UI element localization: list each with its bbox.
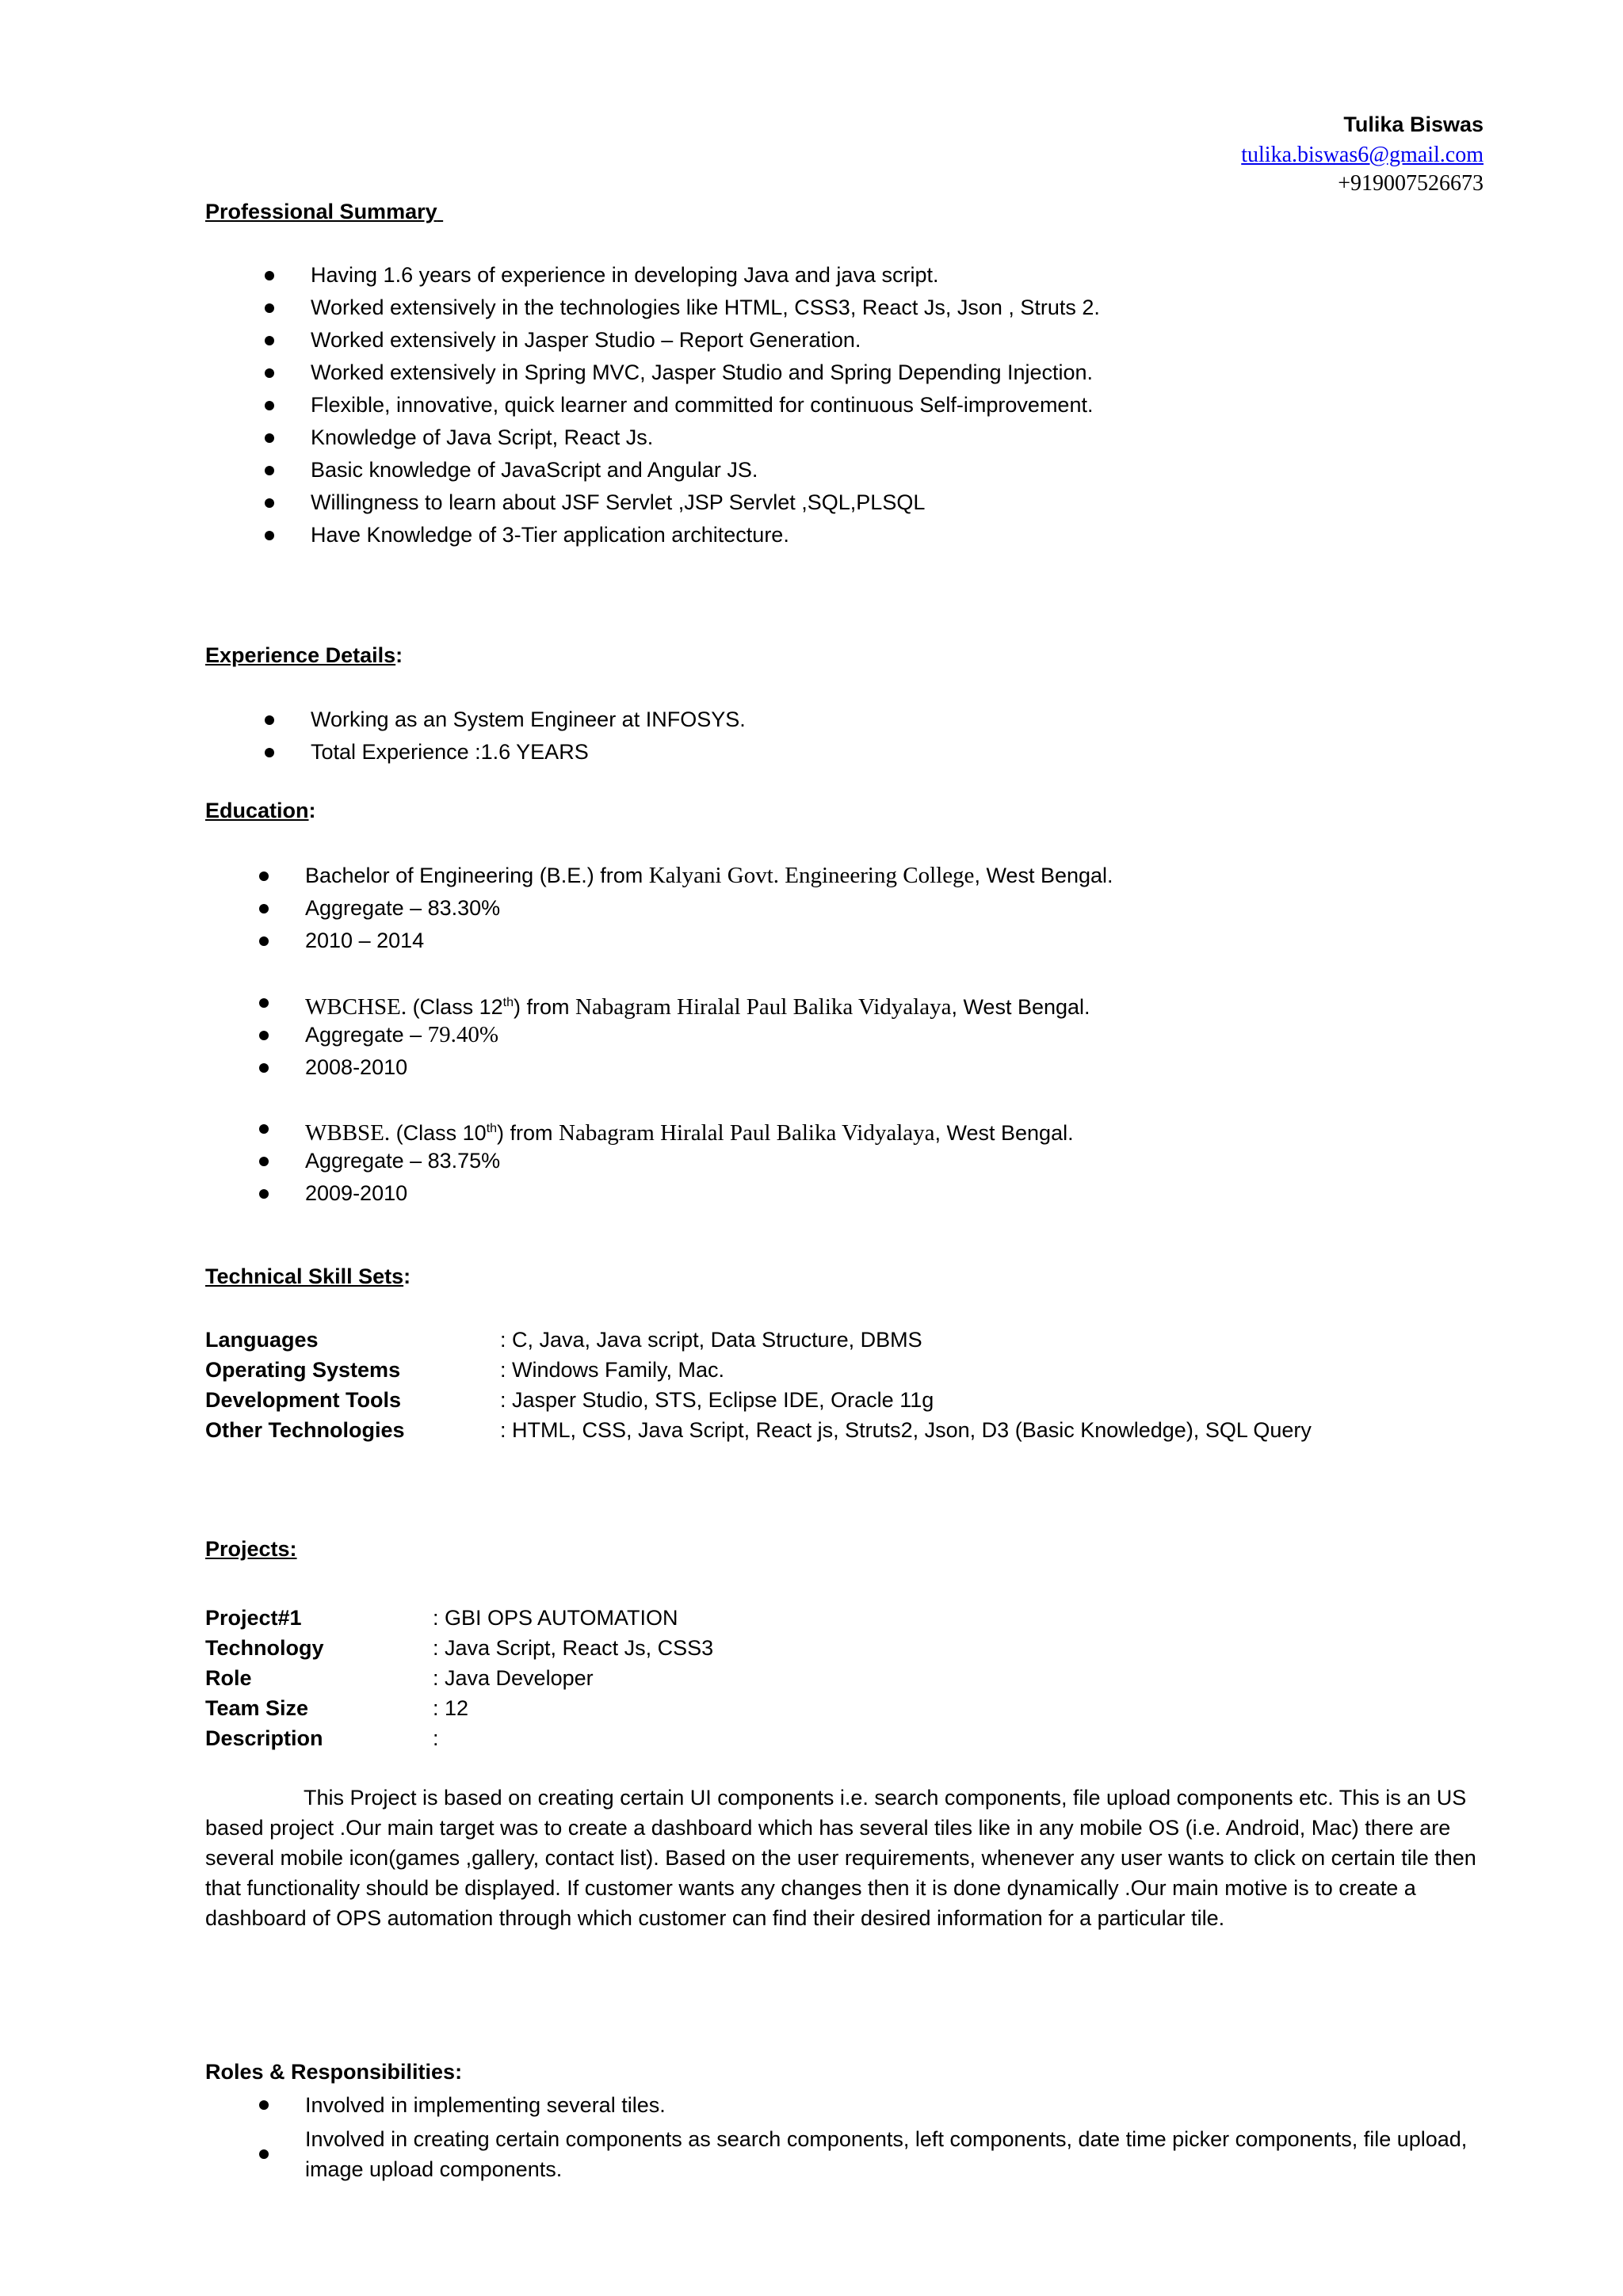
list-item: 2009-2010	[305, 1177, 1074, 1210]
list-item: 2008-2010	[305, 1051, 1090, 1084]
skills-table	[205, 1325, 1552, 1445]
education-sec-list	[305, 1112, 1074, 1210]
table-row: Role : Java Developer	[205, 1666, 594, 1690]
list-item: Worked extensively in the technologies like HTML, CSS3, React Js, Json , Struts 2.	[311, 292, 1100, 324]
list-item: Having 1.6 years of experience in developing Java and java script.	[311, 259, 1100, 292]
contact-name: Tulika Biswas	[1343, 113, 1484, 136]
list-item: WBBSE. (Class 10th) from Nabagram Hiralal Paul Balika Vidyalaya, West Bengal.	[305, 1112, 1074, 1145]
table-row: Technology : Java Script, React Js, CSS3	[205, 1636, 714, 1660]
list-item: Worked extensively in Spring MVC, Jasper Studio and Spring Depending Injection.	[311, 357, 1100, 389]
list-item: 2010 – 2014	[305, 925, 1113, 957]
education-hs-list	[305, 986, 1090, 1084]
table-row: Description :	[205, 1726, 439, 1750]
list-item: Aggregate – 79.40%	[305, 1019, 1090, 1051]
contact-phone: +919007526673	[1338, 171, 1484, 196]
list-item: Bachelor of Engineering (B.E.) from Kalyani Govt. Engineering College, West Bengal.	[305, 860, 1113, 892]
project-description: This Project is based on creating certain UI components i.e. search components, file upload components etc. This is an US based project .Our main target was to create a dashboard which has several tiles like in any mobile OS (i.e. Android, Mac) there are several mobile icon(games ,gallery, contact list). Based on the user requirements, whenever any user wants to click on certain tile then that functionality should be displayed. If customer wants any changes then it is done dynamically .Our main motive is to create a dashboard of OPS automation through which customer can find their desired information for a particular tile.	[205, 1786, 1476, 1930]
list-item: Flexible, innovative, quick learner and committed for continuous Self-improvement.	[311, 389, 1100, 421]
list-item: Total Experience :1.6 YEARS	[311, 736, 746, 769]
contact-email-link[interactable]: tulika.biswas6@gmail.com	[1241, 143, 1484, 167]
table-row: Operating Systems : Windows Family, Mac.	[205, 1358, 725, 1382]
table-row: Project#1 : GBI OPS AUTOMATION	[205, 1606, 678, 1630]
experience-heading: Experience Details:	[205, 643, 403, 667]
table-row: Other Technologies : HTML, CSS, Java Script, React js, Struts2, Json, D3 (Basic Knowledge), SQL Query	[205, 1418, 1312, 1442]
table-row: Development Tools : Jasper Studio, STS, Eclipse IDE, Oracle 11g	[205, 1388, 934, 1412]
list-item: Involved in creating certain components as search components, left components, date time picker components, file upload, image upload components.	[305, 2124, 1486, 2184]
list-item: Knowledge of Java Script, React Js.	[311, 421, 1100, 454]
project-details	[205, 1603, 918, 1753]
roles-heading: Roles & Responsibilities:	[205, 2060, 463, 2084]
education-be-list	[305, 860, 1113, 957]
list-item: Worked extensively in Jasper Studio – Report Generation.	[311, 324, 1100, 357]
summary-list	[311, 259, 1100, 551]
list-item: Working as an System Engineer at INFOSYS.	[311, 704, 746, 736]
summary-heading: Professional Summary	[205, 200, 437, 223]
roles-list	[305, 2089, 1486, 2184]
table-row: Team Size : 12	[205, 1696, 469, 1720]
list-item: Have Knowledge of 3-Tier application architecture.	[311, 519, 1100, 551]
list-item: Involved in implementing several tiles.	[305, 2089, 1486, 2121]
projects-heading: Projects:	[205, 1537, 297, 1561]
skills-heading: Technical Skill Sets:	[205, 1264, 411, 1288]
list-item: WBCHSE. (Class 12th) from Nabagram Hiralal Paul Balika Vidyalaya, West Bengal.	[305, 986, 1090, 1019]
education-heading: Education:	[205, 799, 316, 822]
list-item: Aggregate – 83.30%	[305, 892, 1113, 925]
table-row: Languages : C, Java, Java script, Data Structure, DBMS	[205, 1328, 922, 1352]
experience-list	[311, 704, 746, 769]
list-item: Willingness to learn about JSF Servlet ,JSP Servlet ,SQL,PLSQL	[311, 486, 1100, 519]
list-item: Basic knowledge of JavaScript and Angular JS.	[311, 454, 1100, 486]
list-item: Aggregate – 83.75%	[305, 1145, 1074, 1177]
